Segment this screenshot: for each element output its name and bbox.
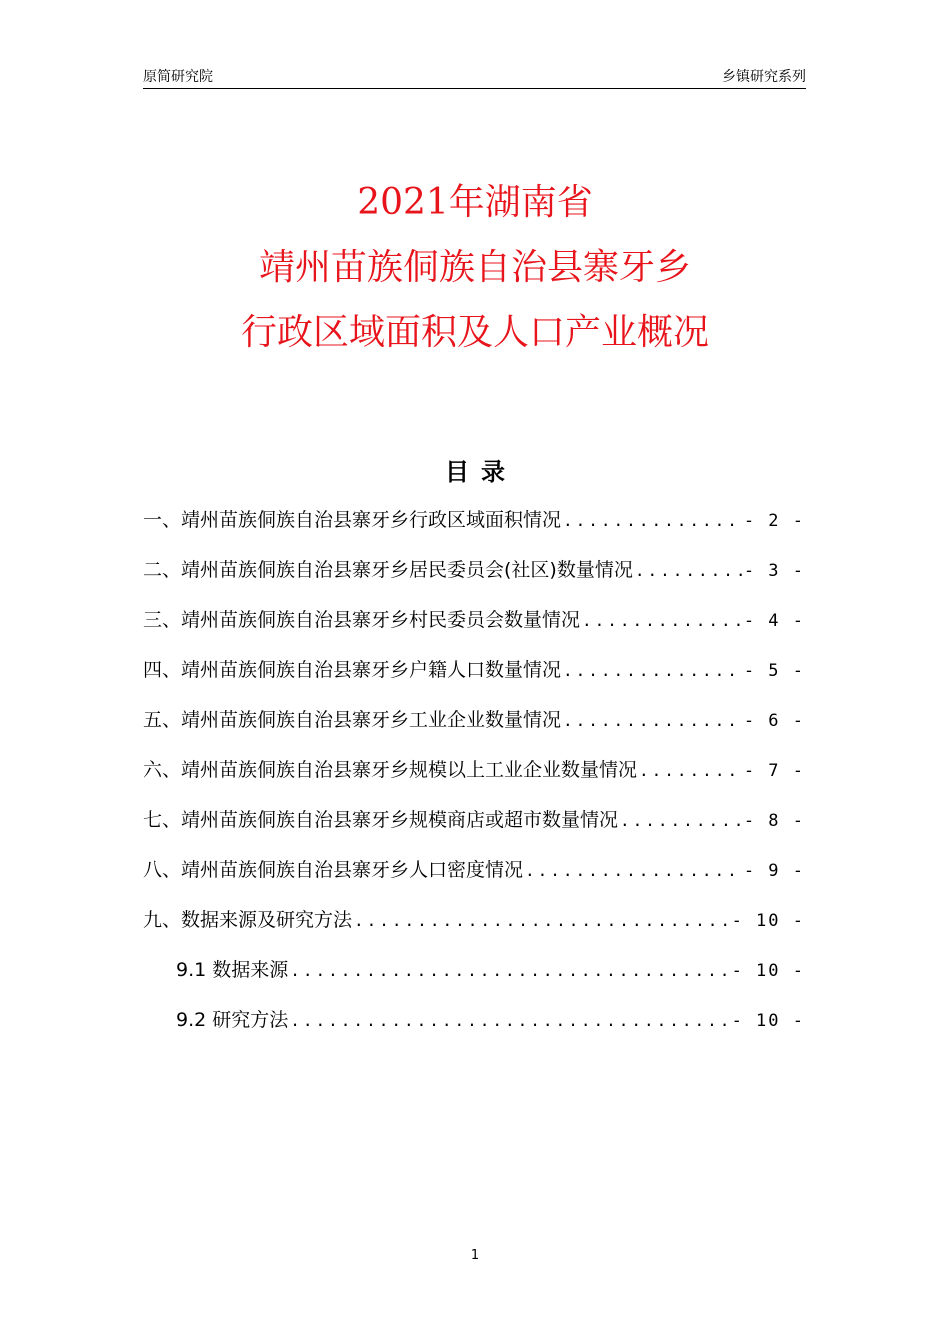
toc-entry-page: - 5 -: [743, 661, 805, 681]
toc-entry-page: - 9 -: [743, 861, 805, 881]
toc-leader-dots: [563, 661, 742, 680]
page-number: 1: [470, 1248, 480, 1263]
toc-leader-dots: [354, 911, 730, 930]
toc-leader-dots: [639, 761, 742, 780]
toc-leader-dots: [563, 511, 742, 530]
toc-entry-page: - 10 -: [731, 1011, 805, 1031]
page-header: [143, 66, 806, 89]
toc-entry-9[interactable]: [143, 905, 805, 955]
toc-leader-dots: [290, 1011, 729, 1030]
toc-leader-dots: [582, 611, 742, 630]
toc-entry-2[interactable]: [143, 555, 805, 605]
table-of-contents: [143, 505, 805, 1055]
toc-leader-dots: [563, 711, 742, 730]
toc-entry-4[interactable]: [143, 655, 805, 705]
toc-leader-dots: [635, 561, 742, 580]
toc-leader-dots: [290, 961, 729, 980]
toc-entry-label: 9.2 研究方法: [176, 1009, 289, 1031]
toc-entry-page: - 3 -: [743, 561, 805, 581]
toc-entry-1[interactable]: [143, 505, 805, 555]
toc-entry-label: 五、靖州苗族侗族自治县寨牙乡工业企业数量情况: [143, 709, 562, 731]
toc-entry-page: - 6 -: [743, 711, 805, 731]
toc-entry-label: 四、靖州苗族侗族自治县寨牙乡户籍人口数量情况: [143, 659, 562, 681]
toc-entry-7[interactable]: [143, 805, 805, 855]
header-right-text: 乡镇研究系列: [722, 69, 806, 85]
toc-entry-page: - 10 -: [731, 911, 805, 931]
toc-entry-5[interactable]: [143, 705, 805, 755]
toc-entry-page: - 4 -: [743, 611, 805, 631]
toc-entry-label: 九、数据来源及研究方法: [143, 909, 353, 931]
toc-entry-label: 八、靖州苗族侗族自治县寨牙乡人口密度情况: [143, 859, 524, 881]
toc-entry-page: - 2 -: [743, 511, 805, 531]
toc-entry-label: 七、靖州苗族侗族自治县寨牙乡规模商店或超市数量情况: [143, 809, 619, 831]
toc-entry-label: 三、靖州苗族侗族自治县寨牙乡村民委员会数量情况: [143, 609, 581, 631]
toc-entry-label: 二、靖州苗族侗族自治县寨牙乡居民委员会(社区)数量情况: [143, 559, 633, 581]
toc-heading: 目录: [445, 458, 517, 486]
toc-entry-page: - 7 -: [743, 761, 805, 781]
toc-leader-dots: [525, 861, 742, 880]
document-title-line-3: 行政区域面积及人口产业概况: [240, 312, 709, 353]
toc-leader-dots: [620, 811, 742, 830]
document-title-line-1: 2021年湖南省: [357, 182, 593, 223]
toc-entry-8[interactable]: [143, 855, 805, 905]
toc-entry-3[interactable]: [143, 605, 805, 655]
toc-entry-6[interactable]: [143, 755, 805, 805]
header-left-text: 原简研究院: [143, 69, 213, 85]
toc-entry-label: 一、靖州苗族侗族自治县寨牙乡行政区域面积情况: [143, 509, 562, 531]
toc-subentry-9-2[interactable]: [143, 1005, 805, 1055]
toc-entry-page: - 10 -: [731, 961, 805, 981]
document-title-line-2: 靖州苗族侗族自治县寨牙乡: [258, 247, 691, 288]
toc-entry-label: 六、靖州苗族侗族自治县寨牙乡规模以上工业企业数量情况: [143, 759, 638, 781]
toc-entry-page: - 8 -: [743, 811, 805, 831]
toc-entry-label: 9.1 数据来源: [176, 959, 289, 981]
toc-subentry-9-1[interactable]: [143, 955, 805, 1005]
